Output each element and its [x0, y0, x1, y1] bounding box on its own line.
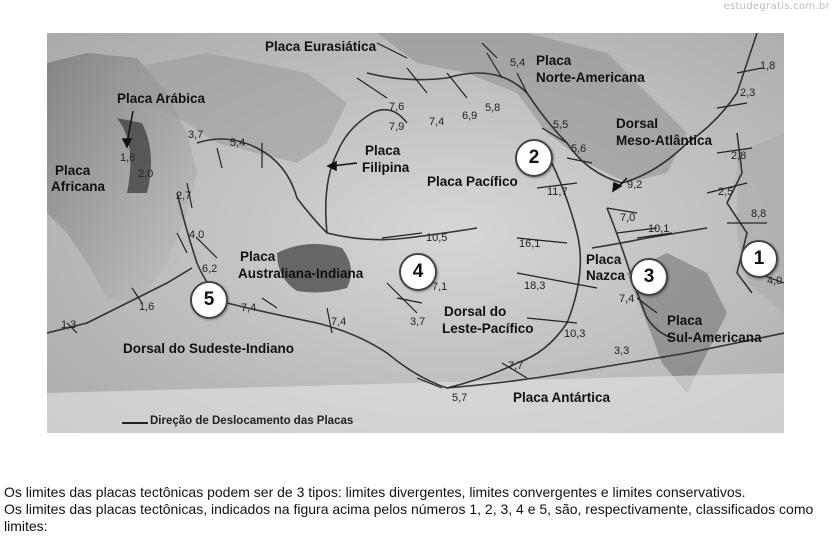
rate-label: 5,5	[553, 119, 569, 131]
rate-label: 1,3	[61, 319, 77, 331]
label-placa-australiana-2: Australiana-Indiana	[238, 266, 364, 281]
rate-label: 3,3	[614, 345, 630, 357]
rate-label: 7,6	[389, 101, 405, 113]
rate-label: 10,1	[648, 223, 670, 235]
question-line-1: Os limites das placas tectônicas podem ser de 3 tipos: limites divergentes, limites convergentes e limites conservativos.	[4, 484, 746, 500]
legend-text: Direção de Deslocamento das Placas	[150, 415, 354, 427]
tectonic-plates-map	[47, 33, 784, 433]
boundary-marker-3: 3	[630, 258, 668, 296]
label-placa-sul-americana-1: Placa	[667, 313, 703, 328]
rate-label: 7,1	[432, 281, 448, 293]
label-placa-filipina-1: Placa	[365, 143, 401, 158]
rate-label: 9,2	[627, 179, 643, 191]
rate-label: 16,1	[519, 238, 541, 250]
question-text	[4, 484, 830, 535]
label-placa-norte-americana-2: Norte-Americana	[536, 70, 645, 85]
label-placa-norte-americana-1: Placa	[536, 53, 572, 68]
rate-label: 7,4	[331, 316, 347, 328]
label-dorsal-meso-1: Dorsal	[616, 116, 659, 131]
rate-label: 3,7	[188, 129, 204, 141]
rate-label: 1,6	[139, 301, 155, 313]
rate-label: 1,8	[760, 60, 776, 72]
rate-label: 5,7	[452, 392, 468, 404]
label-placa-eurasiatica: Placa Eurasiática	[265, 39, 377, 54]
rate-label: 2,0	[138, 168, 154, 180]
question-line-2: Os limites das placas tectônicas, indicados na figura acima pelos números 1, 2, 3, 4 e 5, são, respectivamente, classificados como limites:	[4, 501, 814, 534]
label-placa-arabica: Placa Arábica	[117, 91, 206, 106]
label-placa-filipina-2: Filipina	[362, 160, 410, 175]
rate-label: 7,0	[620, 212, 636, 224]
boundary-marker-2: 2	[515, 139, 553, 177]
rate-label: 5,8	[485, 102, 501, 114]
boundary-marker-4: 4	[399, 253, 437, 291]
boundary-marker-5: 5	[190, 281, 228, 319]
rate-label: 11,7	[547, 186, 568, 198]
rate-label: 10,5	[426, 232, 448, 244]
rate-label: 7,9	[389, 121, 405, 133]
rate-label: 5,6	[571, 143, 587, 155]
rate-label: 1,6	[120, 152, 136, 164]
rate-label: 6,9	[462, 110, 478, 122]
rate-label: 10,3	[564, 328, 586, 340]
rate-label: 4,0	[189, 229, 205, 241]
label-placa-africana-1: Placa	[55, 163, 91, 178]
rate-label: 7,4	[429, 116, 445, 128]
rate-label: 5,4	[230, 137, 246, 149]
rate-label: 2,3	[740, 87, 756, 99]
rate-label: 7,4	[619, 293, 635, 305]
label-placa-africana-2: Africana	[51, 179, 106, 194]
label-dorsal-leste-2: Leste-Pacífico	[442, 321, 534, 336]
label-placa-nazca-1: Placa	[586, 252, 622, 267]
legend-line	[122, 422, 148, 424]
rate-label: 3,7	[410, 316, 426, 328]
label-dorsal-sudeste: Dorsal do Sudeste-Indiano	[123, 341, 295, 356]
label-dorsal-leste-1: Dorsal do	[444, 304, 507, 319]
rate-label: 7,4	[241, 302, 257, 314]
label-placa-antartica: Placa Antártica	[513, 390, 611, 405]
label-placa-nazca-2: Nazca	[586, 268, 626, 283]
rate-label: 8,8	[751, 208, 767, 220]
boundary-marker-1: 1	[740, 240, 778, 278]
rate-label: 18,3	[524, 280, 546, 292]
rate-label: 6,2	[202, 263, 218, 275]
rate-label: 2,5	[718, 186, 734, 198]
rate-label: 2,8	[731, 150, 747, 162]
label-placa-australiana-1: Placa	[240, 249, 276, 264]
rate-label: 4,0	[767, 275, 783, 287]
rate-label: 5,4	[510, 57, 526, 69]
watermark: estudegratis.com.br	[723, 1, 830, 12]
label-placa-pacifico: Placa Pacífico	[427, 174, 518, 189]
rate-label: 7,7	[508, 360, 524, 372]
rate-label: 2,7	[176, 190, 192, 202]
label-placa-sul-americana-2: Sul-Americana	[667, 330, 762, 345]
label-dorsal-meso-2: Meso-Atlântica	[616, 133, 713, 148]
